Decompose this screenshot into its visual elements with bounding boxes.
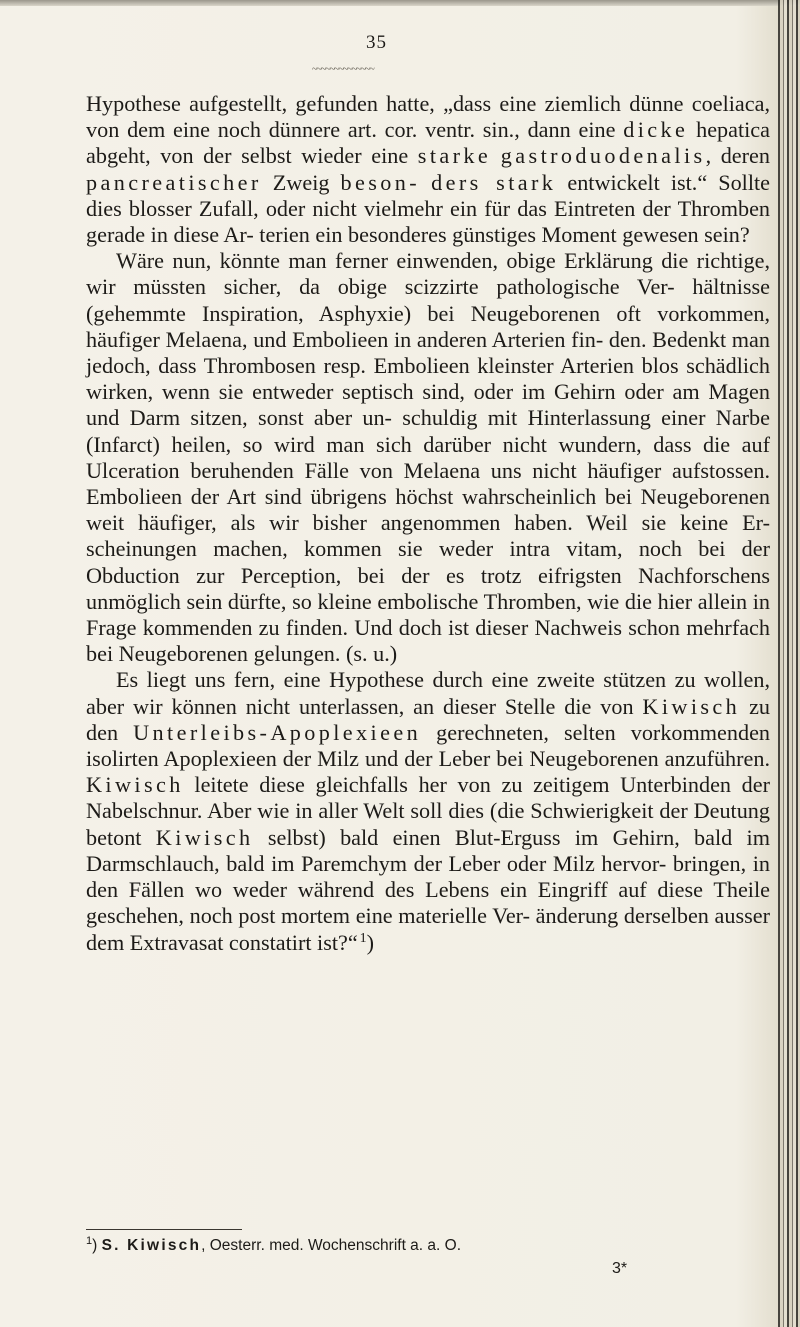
header-ornament: ~~~~~~~~~~~~~~ <box>312 64 374 72</box>
sheet-signature: 3* <box>612 1260 628 1277</box>
footnote-author: S. Kiwisch <box>101 1237 202 1254</box>
emphasis-kiwisch: Kiwisch <box>155 824 254 850</box>
paragraph-2: Wäre nun, könnte man ferner einwenden, obige Erklärung die richtige, wir müssten sicher, da obige scizzirte pathologische Ver- hältnisse (gehemmte Inspiration, Asphyxie) bei Neugeborenen oft vorkommen, häufiger Melaena, und Embolieen in anderen Arterien fin- den. Bedenkt man jedoch, dass Thrombosen resp. Embolieen kleinster Arterien blos schädlich wirken, wenn sie entweder septisch sind, oder im Gehirn oder am Magen und Darm sitzen, sonst aber un- schuldig mit Hinterlassung einer Narbe (Infarct) heilen, so wird man sich darüber nicht wundern, dass die auf Ulceration beruhenden Fälle von Melaena uns nicht häufiger aufstossen. Embolieen der Art sind übrigens höchst wahrscheinlich bei Neugeborenen weit häufiger, als wir bisher angenommen haben. Weil sie keine Er- scheinungen machen, kommen sie weder intra vitam, noch bei der Obduction zur Perception, bei der es trotz eifrigsten Nachforschens unmöglich sein dürfte, so kleine embolische Thromben, wie die hier allein in Frage kommenden zu finden. Und doch ist dieser Nachweis schon mehrfach bei Neugeborenen gelungen. (s. u.) <box>86 248 771 667</box>
emphasis-gastroduodenalis: gastroduodenalis <box>500 143 706 169</box>
footnote-source: , Oesterr. med. Wochenschrift a. a. O. <box>201 1237 462 1254</box>
emphasis-unterleibs-apoplexieen: Unterleibs-Apoplexieen <box>133 719 422 745</box>
footnote-marker: 1 <box>86 1235 93 1247</box>
top-border <box>0 0 800 6</box>
footnote-reference[interactable]: 1 <box>359 930 367 946</box>
emphasis-besonders: beson- <box>340 169 421 195</box>
page-number: 35 <box>366 32 387 53</box>
body-text <box>86 91 770 956</box>
paragraph-1: Hypothese aufgestellt, gefunden hatte, „dass eine ziemlich dünne coeliaca, von dem eine noch dünnere art. cor. ventr. sin., dann eine dicke hepatica abgeht, von der selbst wieder eine starke gastroduodenalis, deren pancreatischer Zweig beson- ders stark entwickelt ist.“ Sollte dies blosser Zufall, oder nicht vielmehr ein für das Eintreten der Thromben gerade in diese Ar- terien ein besonderes günstiges Moment gewesen sein? <box>86 91 771 248</box>
emphasis-ders-stark: ders stark <box>431 169 557 195</box>
emphasis-kiwisch: Kiwisch <box>642 693 741 719</box>
footnote-divider <box>86 1229 242 1230</box>
emphasis-starke: starke <box>417 143 492 169</box>
emphasis-dicke: dicke <box>623 117 689 143</box>
emphasis-pancreatischer: pancreatischer <box>86 169 262 195</box>
page-edge-shadow <box>778 0 800 1327</box>
footnote: $^1$) S. Kiwisch, Oesterr. med. Wochenschrift a. a. O. <box>86 1235 462 1254</box>
emphasis-kiwisch: Kiwisch <box>86 772 184 798</box>
paragraph-3: Es liegt uns fern, eine Hypothese durch eine zweite stützen zu wollen, aber wir können nicht unterlassen, an dieser Stelle die von Kiwisch zu den Unterleibs-Apoplexieen gerechneten, selten vorkommenden isolirten Apoplexieen der Milz und der Leber bei Neugeborenen anzuführen. Kiwisch leitete diese gleichfalls her von zu zeitigem Unterbinden der Nabelschnur. Aber wie in aller Welt soll dies (die Schwierigkeit der Deutung betont Kiwisch selbst) bald einen Blut-Erguss im Gehirn, bald im Darmschlauch, bald im Paremchym der Leber oder Milz hervor- bringen, in den Fällen wo weder während des Lebens ein Eingriff auf diese Theile geschehen, noch post mortem eine materielle Ver- änderung derselben ausser dem Extravasat constatirt ist?“ $^1$) <box>86 667 771 955</box>
